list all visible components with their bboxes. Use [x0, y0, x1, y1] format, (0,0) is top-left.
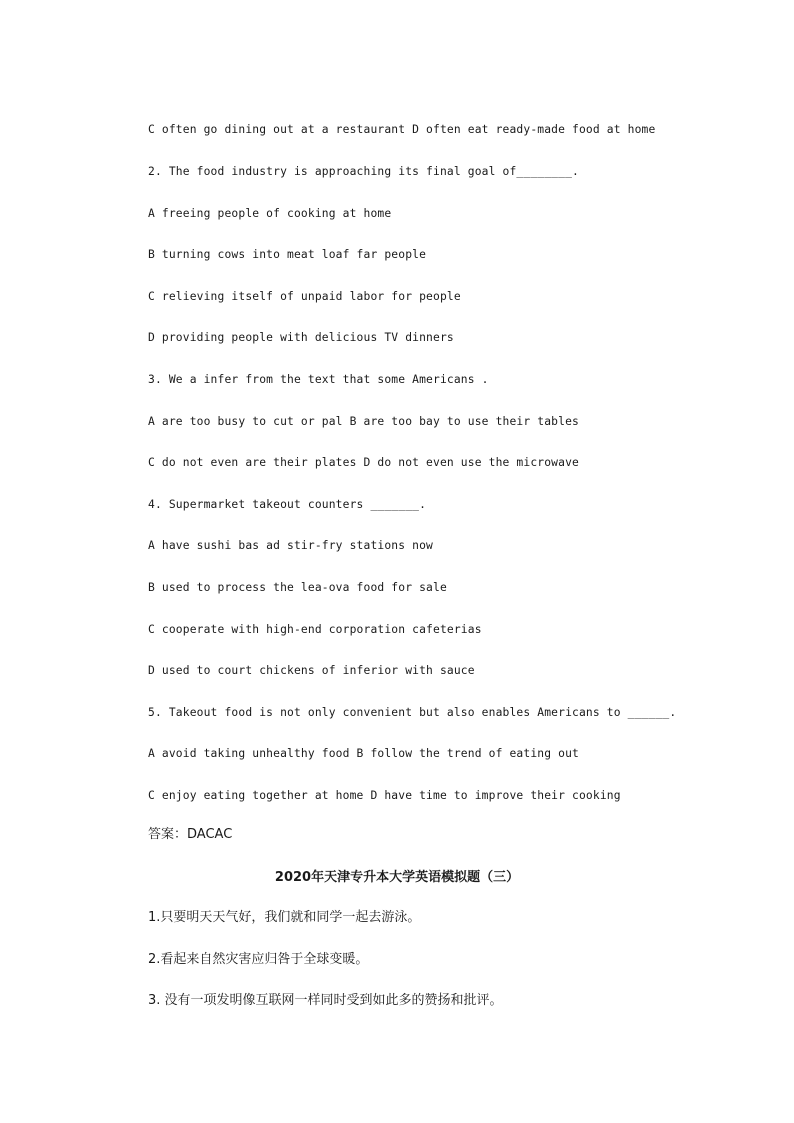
option-line: C enjoy eating together at home D have time to improve their cooking	[148, 789, 621, 802]
option-line: C do not even are their plates D do not even use the microwave	[148, 456, 579, 469]
option-line: C relieving itself of unpaid labor for people	[148, 290, 461, 303]
option-line: D providing people with delicious TV dinners	[148, 331, 454, 344]
section-title: 2020年天津专升本大学英语模拟题（三）	[274, 870, 520, 885]
question-2: 2. The food industry is approaching its final goal of________.	[148, 165, 579, 178]
option-line: A freeing people of cooking at home	[148, 207, 392, 220]
question-5: 5. Takeout food is not only convenient but also enables Americans to ______.	[148, 706, 677, 719]
option-line: B turning cows into meat loaf far people	[148, 248, 427, 261]
question-3: 3. We a infer from the text that some Americans .	[148, 373, 489, 386]
option-line: C cooperate with high-end corporation cafeterias	[148, 623, 482, 636]
option-line: C often go dining out at a restaurant D often eat ready-made food at home	[148, 123, 656, 136]
translation-item-3: 3. 没有一项发明像互联网一样同时受到如此多的赞扬和批评。	[148, 993, 503, 1008]
option-line: A have sushi bas ad stir-fry stations now	[148, 539, 434, 552]
question-4: 4. Supermarket takeout counters _______.	[148, 498, 427, 511]
translation-item-1: 1.只要明天天气好，我们就和同学一起去游泳。	[148, 910, 421, 925]
option-line: D used to court chickens of inferior with sauce	[148, 664, 475, 677]
answer-key: 答案：DACAC	[148, 827, 233, 842]
option-line: A avoid taking unhealthy food B follow the trend of eating out	[148, 747, 579, 760]
translation-item-2: 2.看起来自然灾害应归咎于全球变暖。	[148, 952, 369, 967]
option-line: B used to process the lea-ova food for sale	[148, 581, 447, 594]
option-line: A are too busy to cut or pal B are too bay to use their tables	[148, 415, 579, 428]
